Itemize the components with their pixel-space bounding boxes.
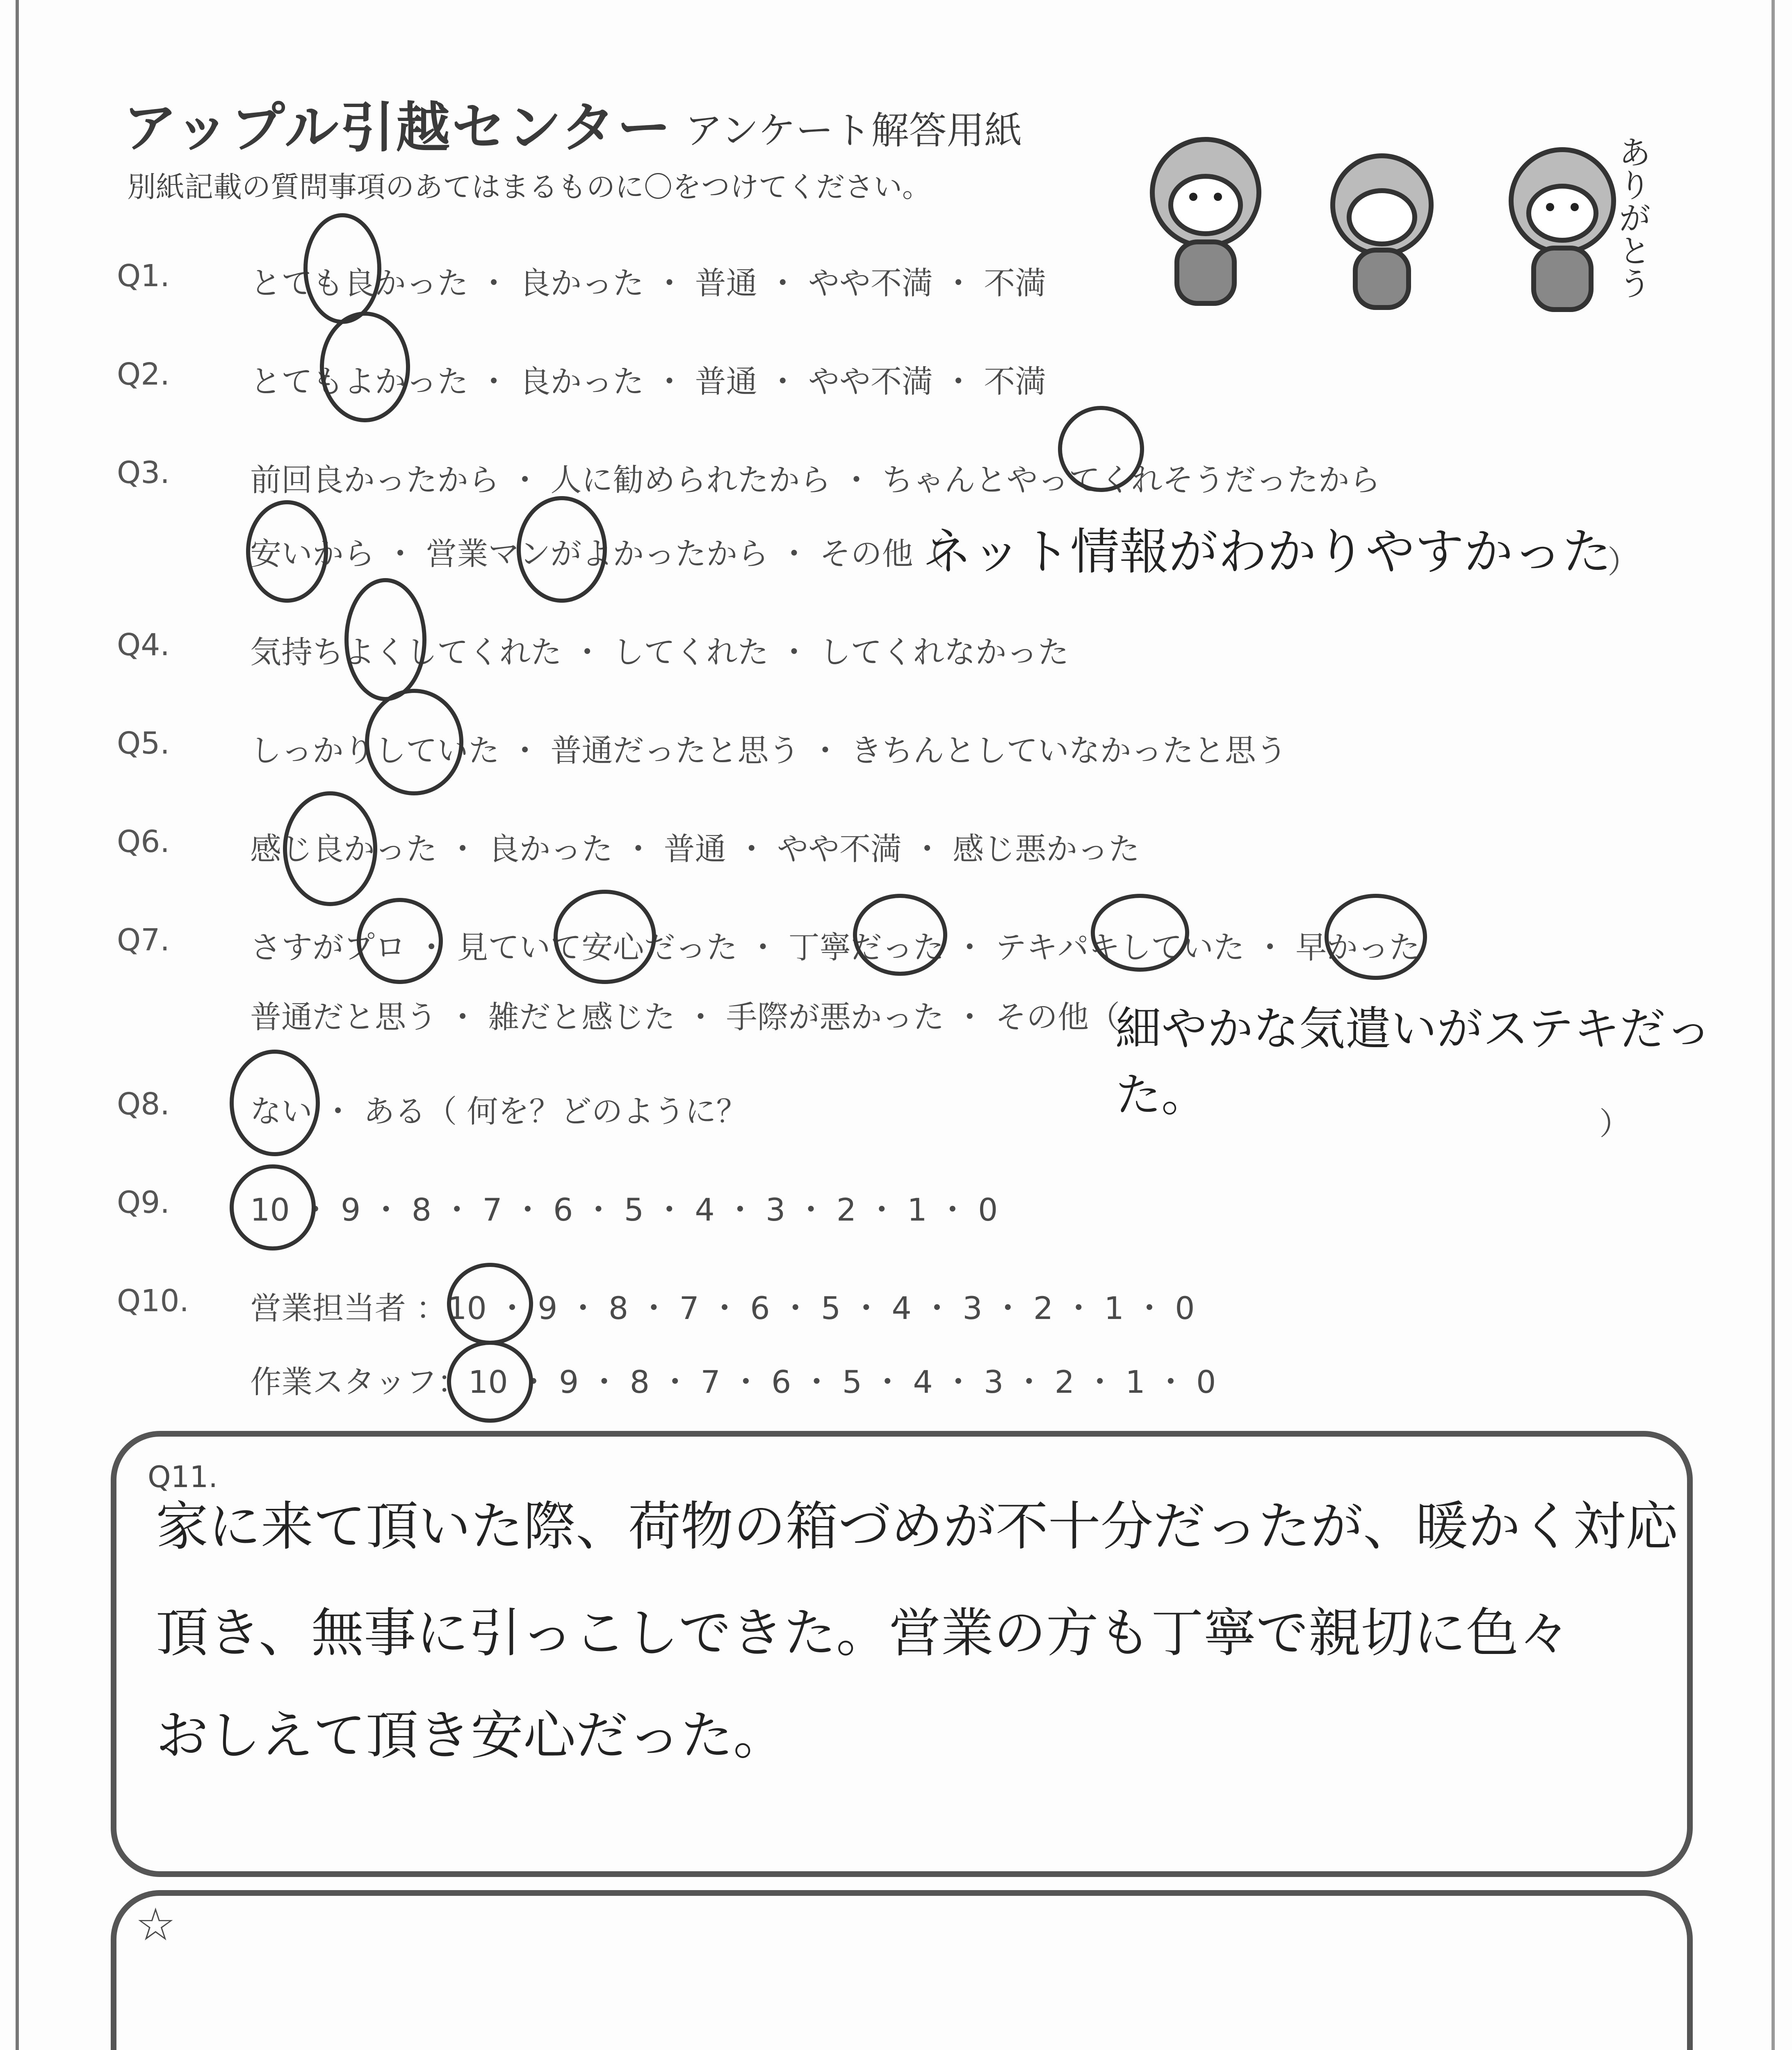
mascot-thanks-text: ありがとう — [1613, 135, 1651, 299]
q7-options-line1: さすがプロ ・ 見ていて安心だった ・ 丁寧だった ・ テキパキしていた ・ 早かった — [250, 929, 1420, 966]
q7-circle-pro — [357, 898, 443, 984]
q11-line-3: おしえて頂き安心だった。 — [156, 1705, 786, 1766]
q3-options-line2: 安いから ・ 営業マンがよかったから ・ その他（ — [250, 535, 944, 572]
q6-number: Q6. — [117, 824, 170, 859]
q2-options: とてもよかった ・ 良かった ・ 普通 ・ やや不満 ・ 不満 — [250, 363, 1046, 400]
q2-answer-circle — [320, 312, 410, 422]
q3-handwritten-answer: ネット情報がわかりやすかった — [923, 524, 1612, 581]
instruction-text: 別紙記載の質問事項のあてはまるものに〇をつけてください。 — [127, 170, 931, 204]
q10-staff-circle — [447, 1341, 533, 1423]
q8-options: ない ・ ある（ 何を？どのように？ — [250, 1093, 748, 1130]
q4-answer-circle — [344, 578, 426, 701]
page-edge-left — [16, 0, 19, 2050]
q3-circle-b — [246, 500, 328, 603]
mascot-illustration — [1128, 102, 1694, 332]
q7-circle-hayai — [1325, 894, 1427, 980]
q8-paren-close: ） — [1599, 1105, 1630, 1142]
q5-options: しっかりしていた ・ 普通だったと思う ・ きちんとしていなかったと思う — [250, 732, 1287, 769]
q3-options-line1: 前回良かったから ・ 人に勧められたから ・ ちゃんとやってくれそうだったから — [250, 462, 1381, 498]
q10-sales-circle — [447, 1263, 533, 1345]
q3-circle-a — [1058, 406, 1144, 492]
q4-options: 気持ちよくしてくれた ・ してくれた ・ してくれなかった — [250, 634, 1069, 670]
q10-sales-options: 営業担当者 ：10 ・ 9 ・ 8 ・ 7 ・ 6 ・ 5 ・ 4 ・ 3 ・ 2 ・ 1 ・ 0 — [250, 1290, 1195, 1326]
q7-circle-tekipaki — [1091, 894, 1189, 972]
q8-answer-circle — [230, 1050, 320, 1156]
q7-handwritten-answer: 細やかな気遣いがステキだった。 — [1115, 1002, 1712, 1122]
q11-label: Q11. — [148, 1460, 218, 1494]
q6-options: 感じ良かった ・ 良かった ・ 普通 ・ やや不満 ・ 感じ悪かった — [250, 831, 1140, 867]
company-title: アップル引越センター — [123, 96, 673, 159]
q9-number: Q9. — [117, 1185, 170, 1220]
q5-answer-circle — [365, 689, 463, 795]
q3-number: Q3. — [117, 455, 170, 490]
q7-options-line2: 普通だと思う ・ 雑だと感じた ・ 手際が悪かった ・ その他（ — [250, 999, 1120, 1035]
q2-number: Q2. — [117, 357, 170, 392]
q4-number: Q4. — [117, 627, 170, 663]
q10-staff-options: 作業スタッフ：10 ・ 9 ・ 8 ・ 7 ・ 6 ・ 5 ・ 4 ・ 3 ・ 2 ・ 1 ・ 0 — [250, 1364, 1216, 1400]
star-comment-box — [111, 1890, 1693, 2050]
q1-answer-circle — [303, 213, 381, 324]
q9-options: 10 ・ 9 ・ 8 ・ 7 ・ 6 ・ 5 ・ 4 ・ 3 ・ 2 ・ 1 ・ 0 — [250, 1191, 998, 1228]
q5-number: Q5. — [117, 726, 170, 761]
q11-line-1: 家に来て頂いた際、荷物の箱づめが不十分だったが、暖かく対応 — [156, 1496, 1678, 1557]
q6-answer-circle — [283, 791, 377, 906]
form-subtitle: アンケート解答用紙 — [685, 109, 1022, 153]
q8-number: Q8. — [117, 1086, 170, 1122]
q10-number: Q10. — [117, 1283, 189, 1319]
q3-paren-close: ） — [1607, 544, 1639, 580]
star-icon: ☆ — [135, 1898, 176, 1951]
q9-answer-circle — [230, 1164, 316, 1250]
q7-circle-teinei — [853, 894, 947, 976]
q1-number: Q1. — [117, 258, 170, 294]
q3-circle-c — [517, 496, 607, 603]
q7-circle-anshin — [554, 890, 656, 984]
q11-line-2: 頂き、無事に引っこしできた。営業の方も丁寧で親切に色々 — [156, 1603, 1571, 1664]
q7-number: Q7. — [117, 922, 170, 958]
q1-options: とても良かった ・ 良かった ・ 普通 ・ やや不満 ・ 不満 — [250, 265, 1046, 301]
